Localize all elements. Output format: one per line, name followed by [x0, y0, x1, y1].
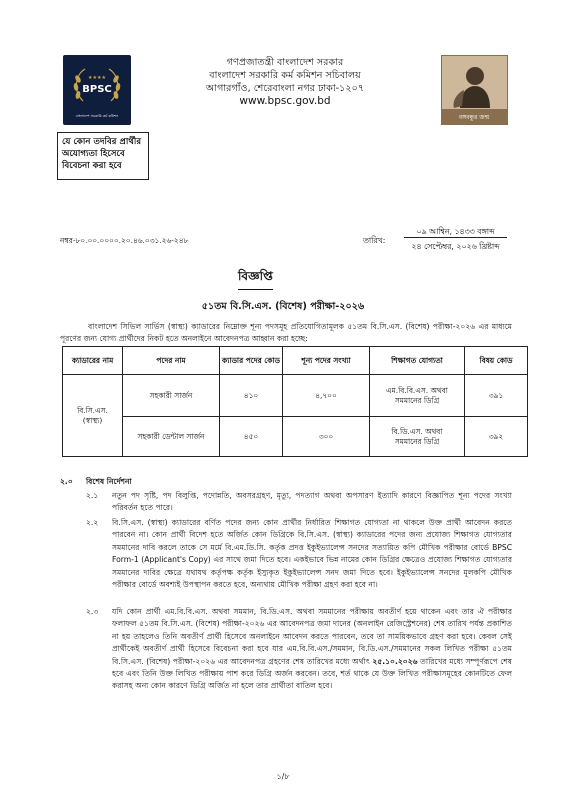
date-english: ২৪ সেপ্টেম্বর, ২০২৬ খ্রিষ্টাব্দ	[411, 242, 500, 251]
exam-title: ৫১তম বি.সি.এস. (বিশেষ) পরীক্ষা-২০২৬	[201, 301, 365, 312]
clause-text-part: যদি কোন প্রার্থী এম.বি.বি.এস. অথবা সমমান, বি.ডি.এস. অথবা সমমানের পরীক্ষায় অবতীর্ণ হয়ে থাকেন এবং তার ঐ পরীক্ষার ফলাফল ৫১তম বি.সি.এস. (বিশেষ) পরীক্ষা-২০২৬ এর আবেদনপত্র জমা দানের (অনলাইন রেজিস্ট্রেশনের) শেষ তারিখ পর্যন্ত প্রকাশিত না হয় তাহলেও তিনি অবতীর্ণ প্রার্থী হিসেবে অনলাইনে আবেদন করতে পারবেন, তবে তা সাময়িকভাবে গ্রহণ করা হবে। কেবল সেই প্রার্থীকেই অবতীর্ণ প্রার্থী হিসেবে বিবেচনা করা হবে যার এম.বি.বি.এস./সমমান, বি.ডি.এস./সমমানের সকল লিখিত পরীক্ষা ৫১তম বি.সি.এস. (বিশেষ) পরীক্ষা-২০২৬ এর আবেদনপত্র গ্রহণের শেষ তারিখের মধ্যে অর্থাৎ	[112, 607, 512, 666]
intro-paragraph: বাংলাদেশ সিভিল সার্ভিস (স্বাস্থ্য) ক্যাডারের নিম্নোক্ত শূন্য পদসমূহ প্রতিযোগিতামূলক ৫১তম বি.সি.এস. (বিশেষ) পরীক্ষা-২০২৬ এর মাধ্যমে পূরণের জন্য যোগ্য প্রার্থীদের নিকট হতে অনলাইনে আবেদনপত্র আহ্বান করা হচ্ছে:	[60, 322, 512, 343]
warning-box: যে কোন তদবির প্রার্থীর অযোগ্যতা হিসেবে বিবেচনা করা হবে	[57, 132, 149, 180]
table-row	[63, 375, 528, 417]
section-number: ২.০	[60, 477, 73, 486]
subject-code-cell: ৩৯১	[465, 375, 528, 417]
code-cell: ৪১০	[220, 375, 283, 417]
table-header-row	[63, 347, 528, 375]
header-line-1: গণপ্রজাতন্ত্রী বাংলাদেশ সরকার	[226, 57, 344, 68]
code-cell: ৪৫০	[220, 417, 283, 457]
clause-text-part: তারিখের মধ্যে সম্পূর্ণরূপে শেষ হবে এবং তিনি উক্ত লিখিত পরীক্ষায় পাশ করে ডিগ্রি অর্জন করবেন। তবে, শর্ত থাকে যে উক্ত লিখিত পরীক্ষাসমূহের কোনটিতে ফেল করাসহ অন্য কোন কারণে ডিগ্রি অর্জিত না হলে তার প্রার্থীতা বাতিল হবে।	[112, 656, 512, 691]
table-row	[63, 417, 528, 457]
date-label: তারিখ:	[363, 236, 386, 245]
header-line-website[interactable]	[180, 95, 390, 108]
vacancy-table	[62, 346, 528, 457]
clause-text: বি.সি.এস. (স্বাস্থ্য) ক্যাডারের বর্ণিত পদের জন্য কোন প্রার্থীর নির্ধারিত শিক্ষাগত যোগ্যতা না থাকলে উক্ত প্রার্থী আবেদন করতে পারবেন না। কোন প্রার্থী বিদেশ হতে অর্জিত কোন ডিগ্রিকে বি.সি.এস. (স্বাস্থ্য) ক্যাডারের পদের জন্য প্রযোজ্য শিক্ষাগত যোগ্যতার সমমানের দাবি করলে তাকে সে মর্মে বি.এম.ডি.সি. কর্তৃক প্রদত্ত ইকুইভ্যালেন্স সনদের সত্যায়িত কপি মৌখিক পরীক্ষার বোর্ডে BPSC Form-1 (Applicant's Copy) এর সাথে জমা দিতে হবে। একইভাবে ভিন্ন নামের কোন ডিগ্রির ক্ষেত্রেও প্রযোজ্য শিক্ষাগত যোগ্যতার সমমানের দাবির ক্ষেত্রে যথাযথ কর্তৃপক্ষ কর্তৃক ইস্যুকৃত ইকুইভ্যালেন্স সনদ জমা দিতে হবে। ইকুইভ্যালেন্স সনদের মূলকপি মৌখিক পরীক্ষার বোর্ডে অবশ্যই উপস্থাপন করতে হবে, অন্যথায় মৌখিক পরীক্ষা গ্রহণ করা হবে না।	[112, 518, 512, 590]
table-header-cell: শূন্য পদের সংখ্যা	[283, 347, 370, 375]
portrait-caption: বঙ্গবন্ধুর জন্ম	[458, 114, 490, 121]
deadline-date: ২৫.১০.২০২৬	[372, 656, 418, 666]
clause-number: ২.২	[86, 518, 99, 527]
table-header-cell: পদের নাম	[123, 347, 220, 375]
table-header-cell: ক্যাডারের নাম	[63, 347, 123, 375]
date-bangla: ০৯ আশ্বিন, ১৪৩৩ বঙ্গাব্দ	[416, 227, 495, 236]
clause-text: নতুন পদ সৃষ্টি, পদ বিলুপ্তি, পদোন্নতি, অবসরগ্রহণ, মৃত্যু, পদত্যাগ অথবা অপসারণ ইত্যাদি কারণে বিজ্ঞাপিত শূন্য পদের সংখ্যা পরিবর্তন হতে পারে।	[112, 491, 512, 513]
table-header-cell: বিষয় কোড	[465, 347, 528, 375]
svg-text:★★★★: ★★★★	[88, 75, 106, 81]
table-header-cell: শিক্ষাগত যোগ্যতা	[370, 347, 465, 375]
bpsc-logo-caption: বাংলাদেশ সরকারি কর্ম কমিশন	[75, 114, 119, 118]
table-header-cell: ক্যাডার পদের কোড	[220, 347, 283, 375]
vacancy-cell: ৪,৭০০	[283, 375, 370, 417]
post-cell: সহকারী ডেন্টাল সার্জন	[123, 417, 220, 457]
vacancy-cell: ৩০০	[283, 417, 370, 457]
qualification-cell: বি.ডি.এস. অথবা সমমানের ডিগ্রি	[370, 417, 465, 457]
cadre-cell: বি.সি.এস. (স্বাস্থ্য)	[63, 375, 123, 457]
header-line-2: বাংলাদেশ সরকারি কর্ম কমিশন সচিবালয়	[209, 70, 361, 81]
bpsc-logo	[63, 55, 131, 125]
header-line-3: আগারগাঁও, শেরেবাংলা নগর ঢাকা-১২০৭	[205, 83, 365, 94]
clause-number: ২.৩	[86, 607, 99, 616]
date-divider	[404, 237, 507, 238]
clause-text	[112, 606, 512, 693]
section-title: বিশেষ নির্দেশনা	[86, 477, 132, 486]
post-cell: সহকারী সার্জন	[123, 375, 220, 417]
portrait-logo	[441, 55, 508, 125]
memo-number: নম্বর-৮০.০০.০০০০.২০.৪৬.০৩১.২৬-২৪৮	[60, 236, 189, 245]
clause-number: ২.১	[86, 491, 99, 500]
qualification-cell: এম.বি.বি.এস. অথবা সমমানের ডিগ্রি	[370, 375, 465, 417]
subject-code-cell: ৩৯২	[465, 417, 528, 457]
bpsc-logo-text: BPSC	[82, 84, 112, 95]
page-number: ১/৮	[276, 772, 290, 781]
notice-title: বিজ্ঞপ্তি	[238, 268, 273, 290]
website-link[interactable]: www.bpsc.gov.bd	[239, 95, 331, 107]
